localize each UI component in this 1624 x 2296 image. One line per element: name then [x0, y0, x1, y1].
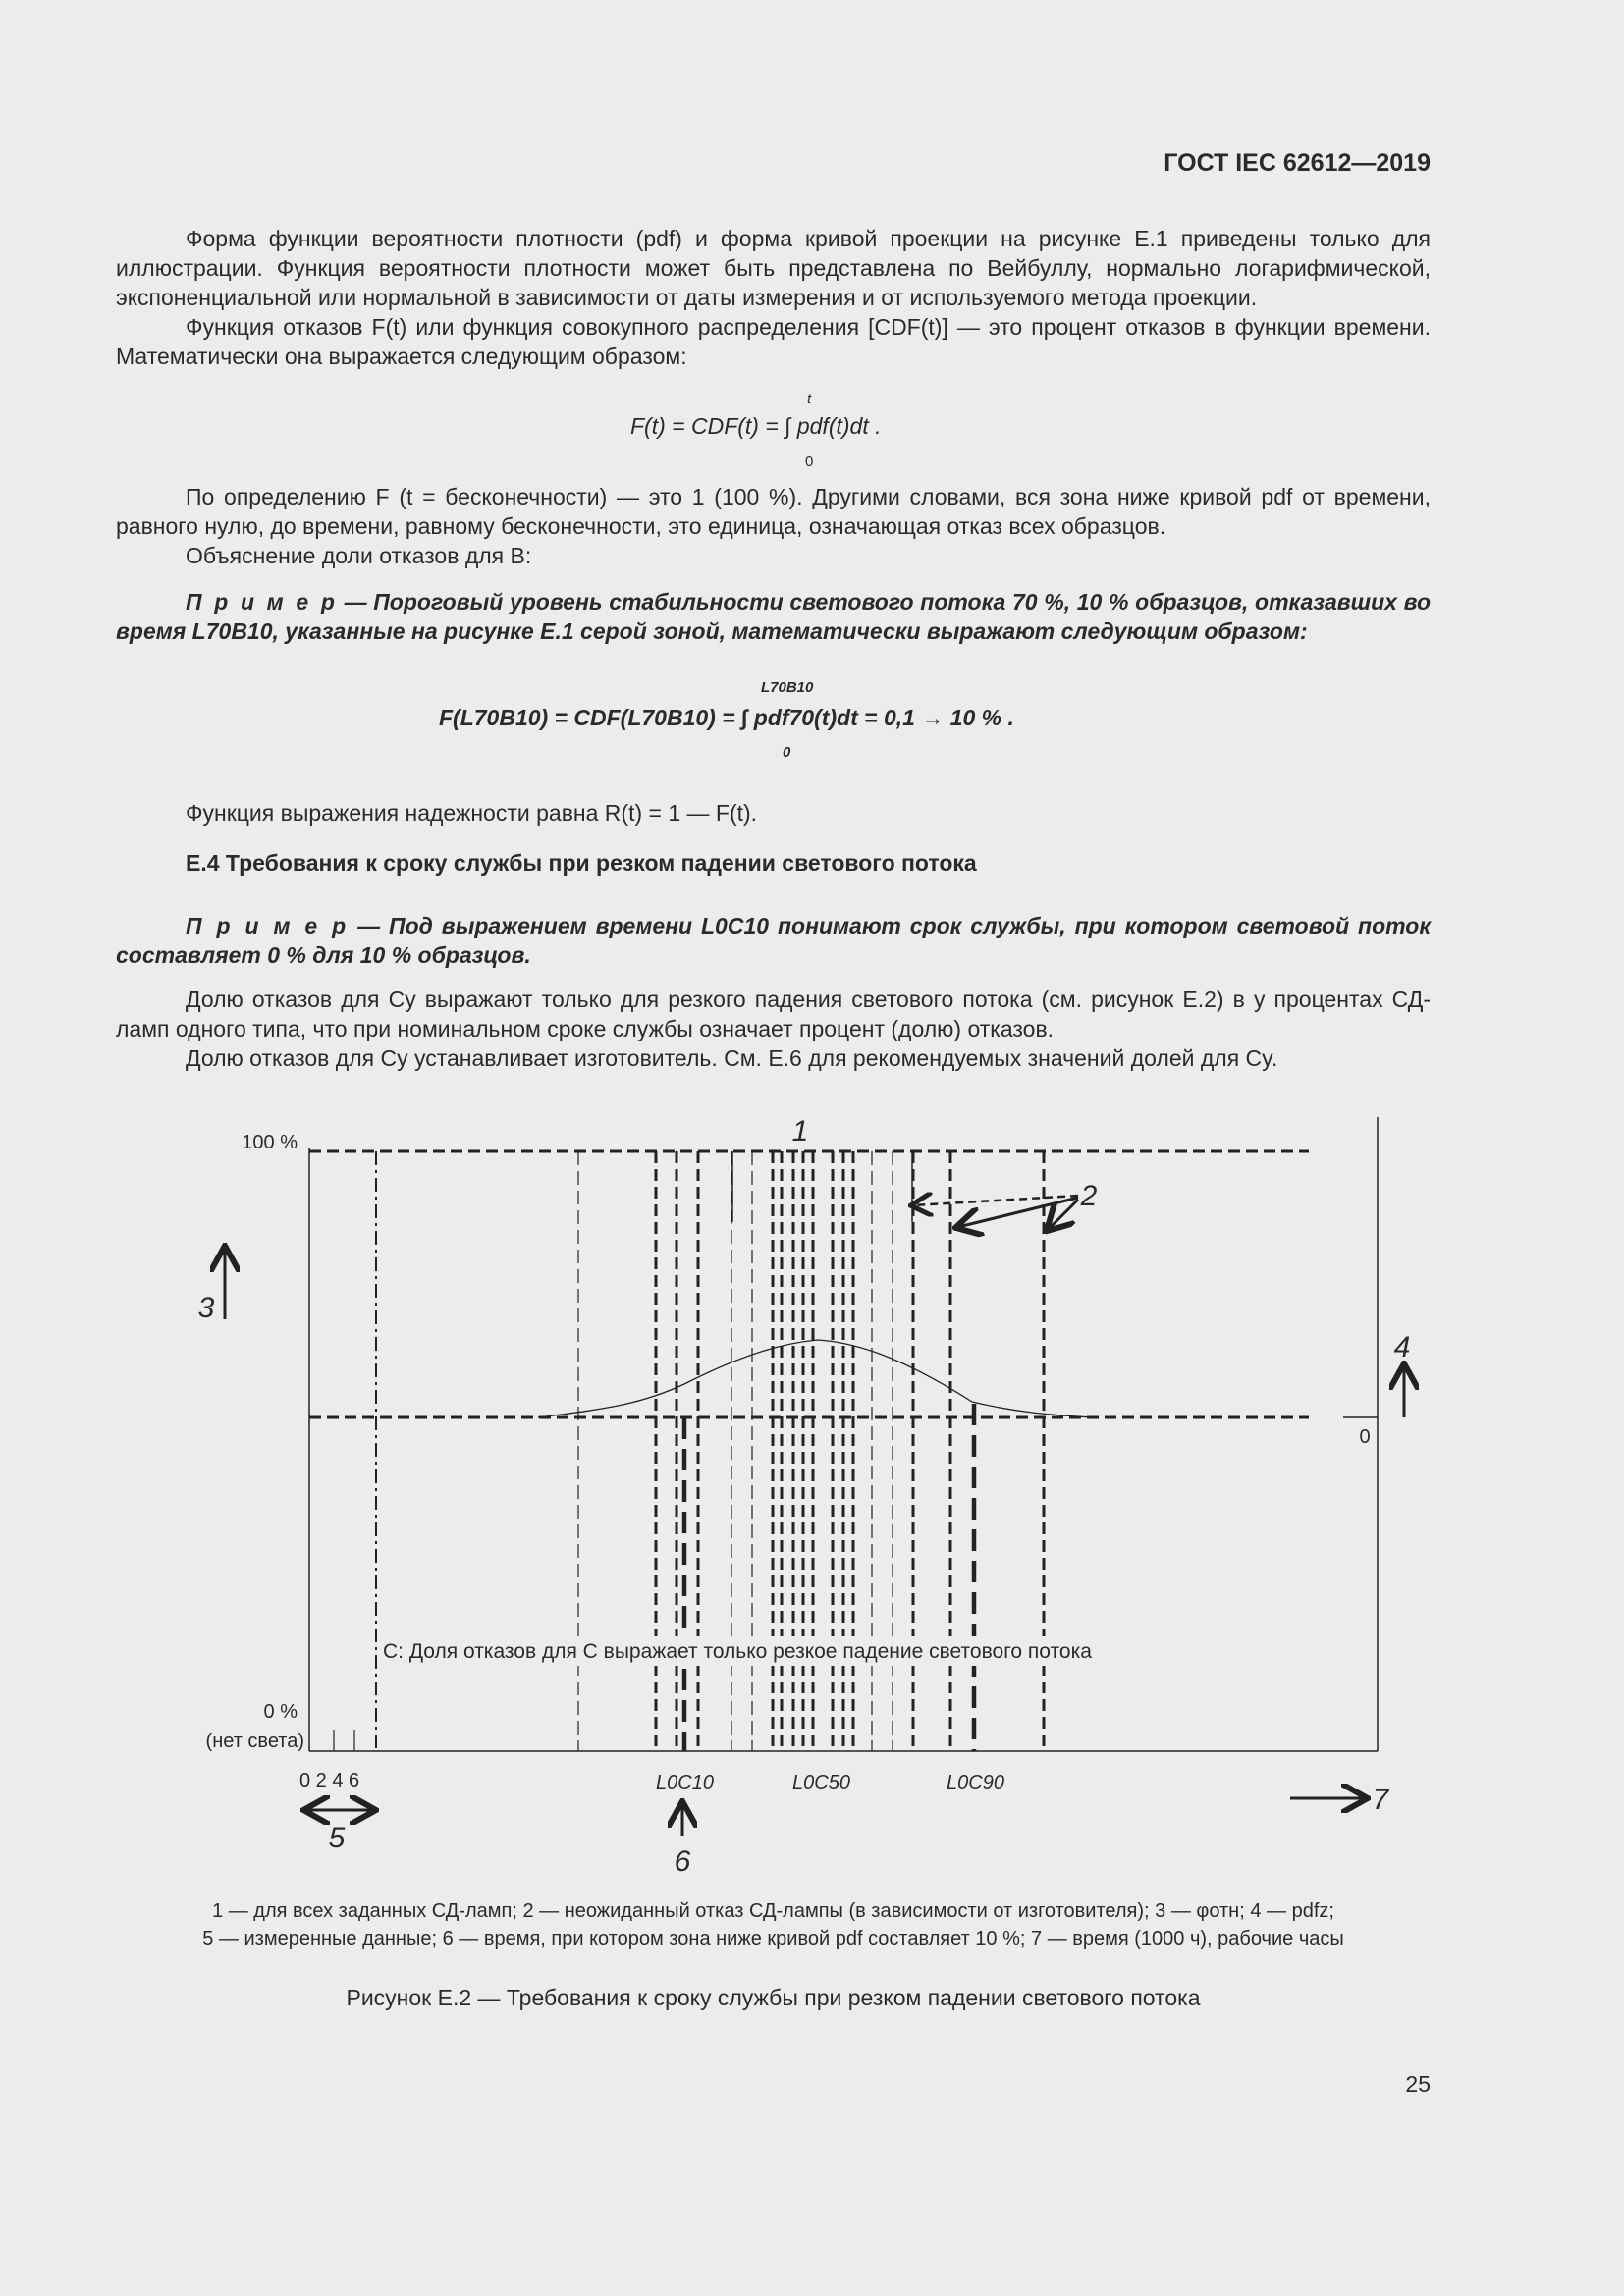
callout-5: 5	[328, 1822, 346, 1854]
label-0-percent: 0 %	[263, 1701, 298, 1723]
label-no-light: (нет света)	[205, 1731, 304, 1752]
formula-cdf-lower-limit: 0	[805, 454, 814, 470]
paragraph-definition: По определению F (t = бесконечности) — это 1 (100 %). Другими словами, вся зона ниже кривой pdf от времени, равного нулю, до времени, равному бесконечности, это единица, означающая отказ всех образцов.	[116, 484, 1431, 539]
example-lead: П р и м е р	[186, 913, 350, 938]
label-l0c10: L0C10	[656, 1772, 714, 1793]
arrow-2-to-solid	[958, 1198, 1078, 1227]
figure-caption: Рисунок Е.2 — Требования к сроку службы при резком падении светового потока	[346, 1985, 1201, 2010]
callout-2: 2	[1080, 1180, 1098, 1212]
paragraph-failure-fraction-b: Объяснение доли отказов для B:	[186, 543, 532, 568]
callout-4: 4	[1393, 1331, 1411, 1363]
pdf-curve	[538, 1340, 1092, 1417]
paragraph-cy-manufacturer: Долю отказов для Cy устанавливает изготовитель. См. Е.6 для рекомендуемых значений долей для Cy.	[186, 1045, 1278, 1071]
document-header: ГОСТ IEC 62612—2019	[1164, 149, 1431, 177]
formula-l70b10-upper-limit: L70B10	[761, 679, 814, 696]
paragraph-pdf-form: Форма функции вероятности плотности (pdf) и форма кривой проекции на рисунке Е.1 приведены только для иллюстрации. Функция вероятности плотности может быть представлена по Вейбуллу, нормально логарифмической, экспоненциальной или нормальной в зависимости от даты измерения и от используемого метода проекции.	[116, 226, 1431, 310]
callout-6: 6	[674, 1845, 691, 1878]
figure-legend-line-2: 5 — измеренные данные; 6 — время, при котором зона ниже кривой pdf составляет 10 %; 7 — время (1000 ч), рабочие часы	[202, 1928, 1344, 1949]
page-number: 25	[1405, 2071, 1431, 2097]
formula-cdf-upper-limit: t	[807, 391, 812, 407]
figure-annotation: C: Доля отказов для C выражает только резкое падение светового потока	[383, 1640, 1092, 1663]
label-l0c90: L0C90	[947, 1772, 1004, 1793]
label-zero-right: 0	[1359, 1426, 1371, 1448]
callout-7: 7	[1372, 1784, 1389, 1816]
callout-3: 3	[197, 1292, 215, 1324]
example-lead: П р и м е р	[186, 589, 338, 614]
example-text: — Пороговый уровень стабильности светового потока 70 %, 10 % образцов, отказавших во время L70B10, указанные на рисунке Е.1 серой зоной, математически выражают следующим образом:	[116, 589, 1432, 644]
figure-legend-line-1: 1 — для всех заданных СД-ламп; 2 — неожиданный отказ СД-лампы (в зависимости от изготовителя); 3 — φотн; 4 — pdfz;	[212, 1900, 1334, 1922]
label-l0c50: L0C50	[792, 1772, 850, 1793]
section-heading: Е.4 Требования к сроку службы при резком падении светового потока	[186, 850, 977, 876]
formula-l70b10: F(L70B10) = CDF(L70B10) = ∫ pdf70(t)dt = 0,1 → 10 % .	[439, 705, 1014, 730]
paragraph-failure-function: Функция отказов F(t) или функция совокупного распределения [CDF(t)] — это процент отказов в функции времени. Математически она выражается следующим образом:	[116, 314, 1431, 369]
callout-1: 1	[791, 1115, 809, 1148]
paragraph-cy-fraction: Долю отказов для Cy выражают только для резкого падения светового потока (см. рисунок Е.2) в y процентах СД-ламп одного типа, что при номинальном сроке службы означает процент (долю) отказов.	[116, 987, 1431, 1041]
paragraph-reliability: Функция выражения надежности равна R(t) = 1 — F(t).	[186, 800, 758, 826]
formula-l70b10-lower-limit: 0	[783, 744, 791, 761]
example-text: — Под выражением времени L0C10 понимают срок службы, при котором световой поток составляет 0 % для 10 % образцов.	[116, 913, 1432, 968]
x-ticks: 0 2 4 6	[299, 1770, 360, 1791]
formula-cdf: F(t) = CDF(t) = ∫ pdf(t)dt .	[630, 413, 882, 439]
label-100-percent: 100 %	[242, 1132, 298, 1153]
